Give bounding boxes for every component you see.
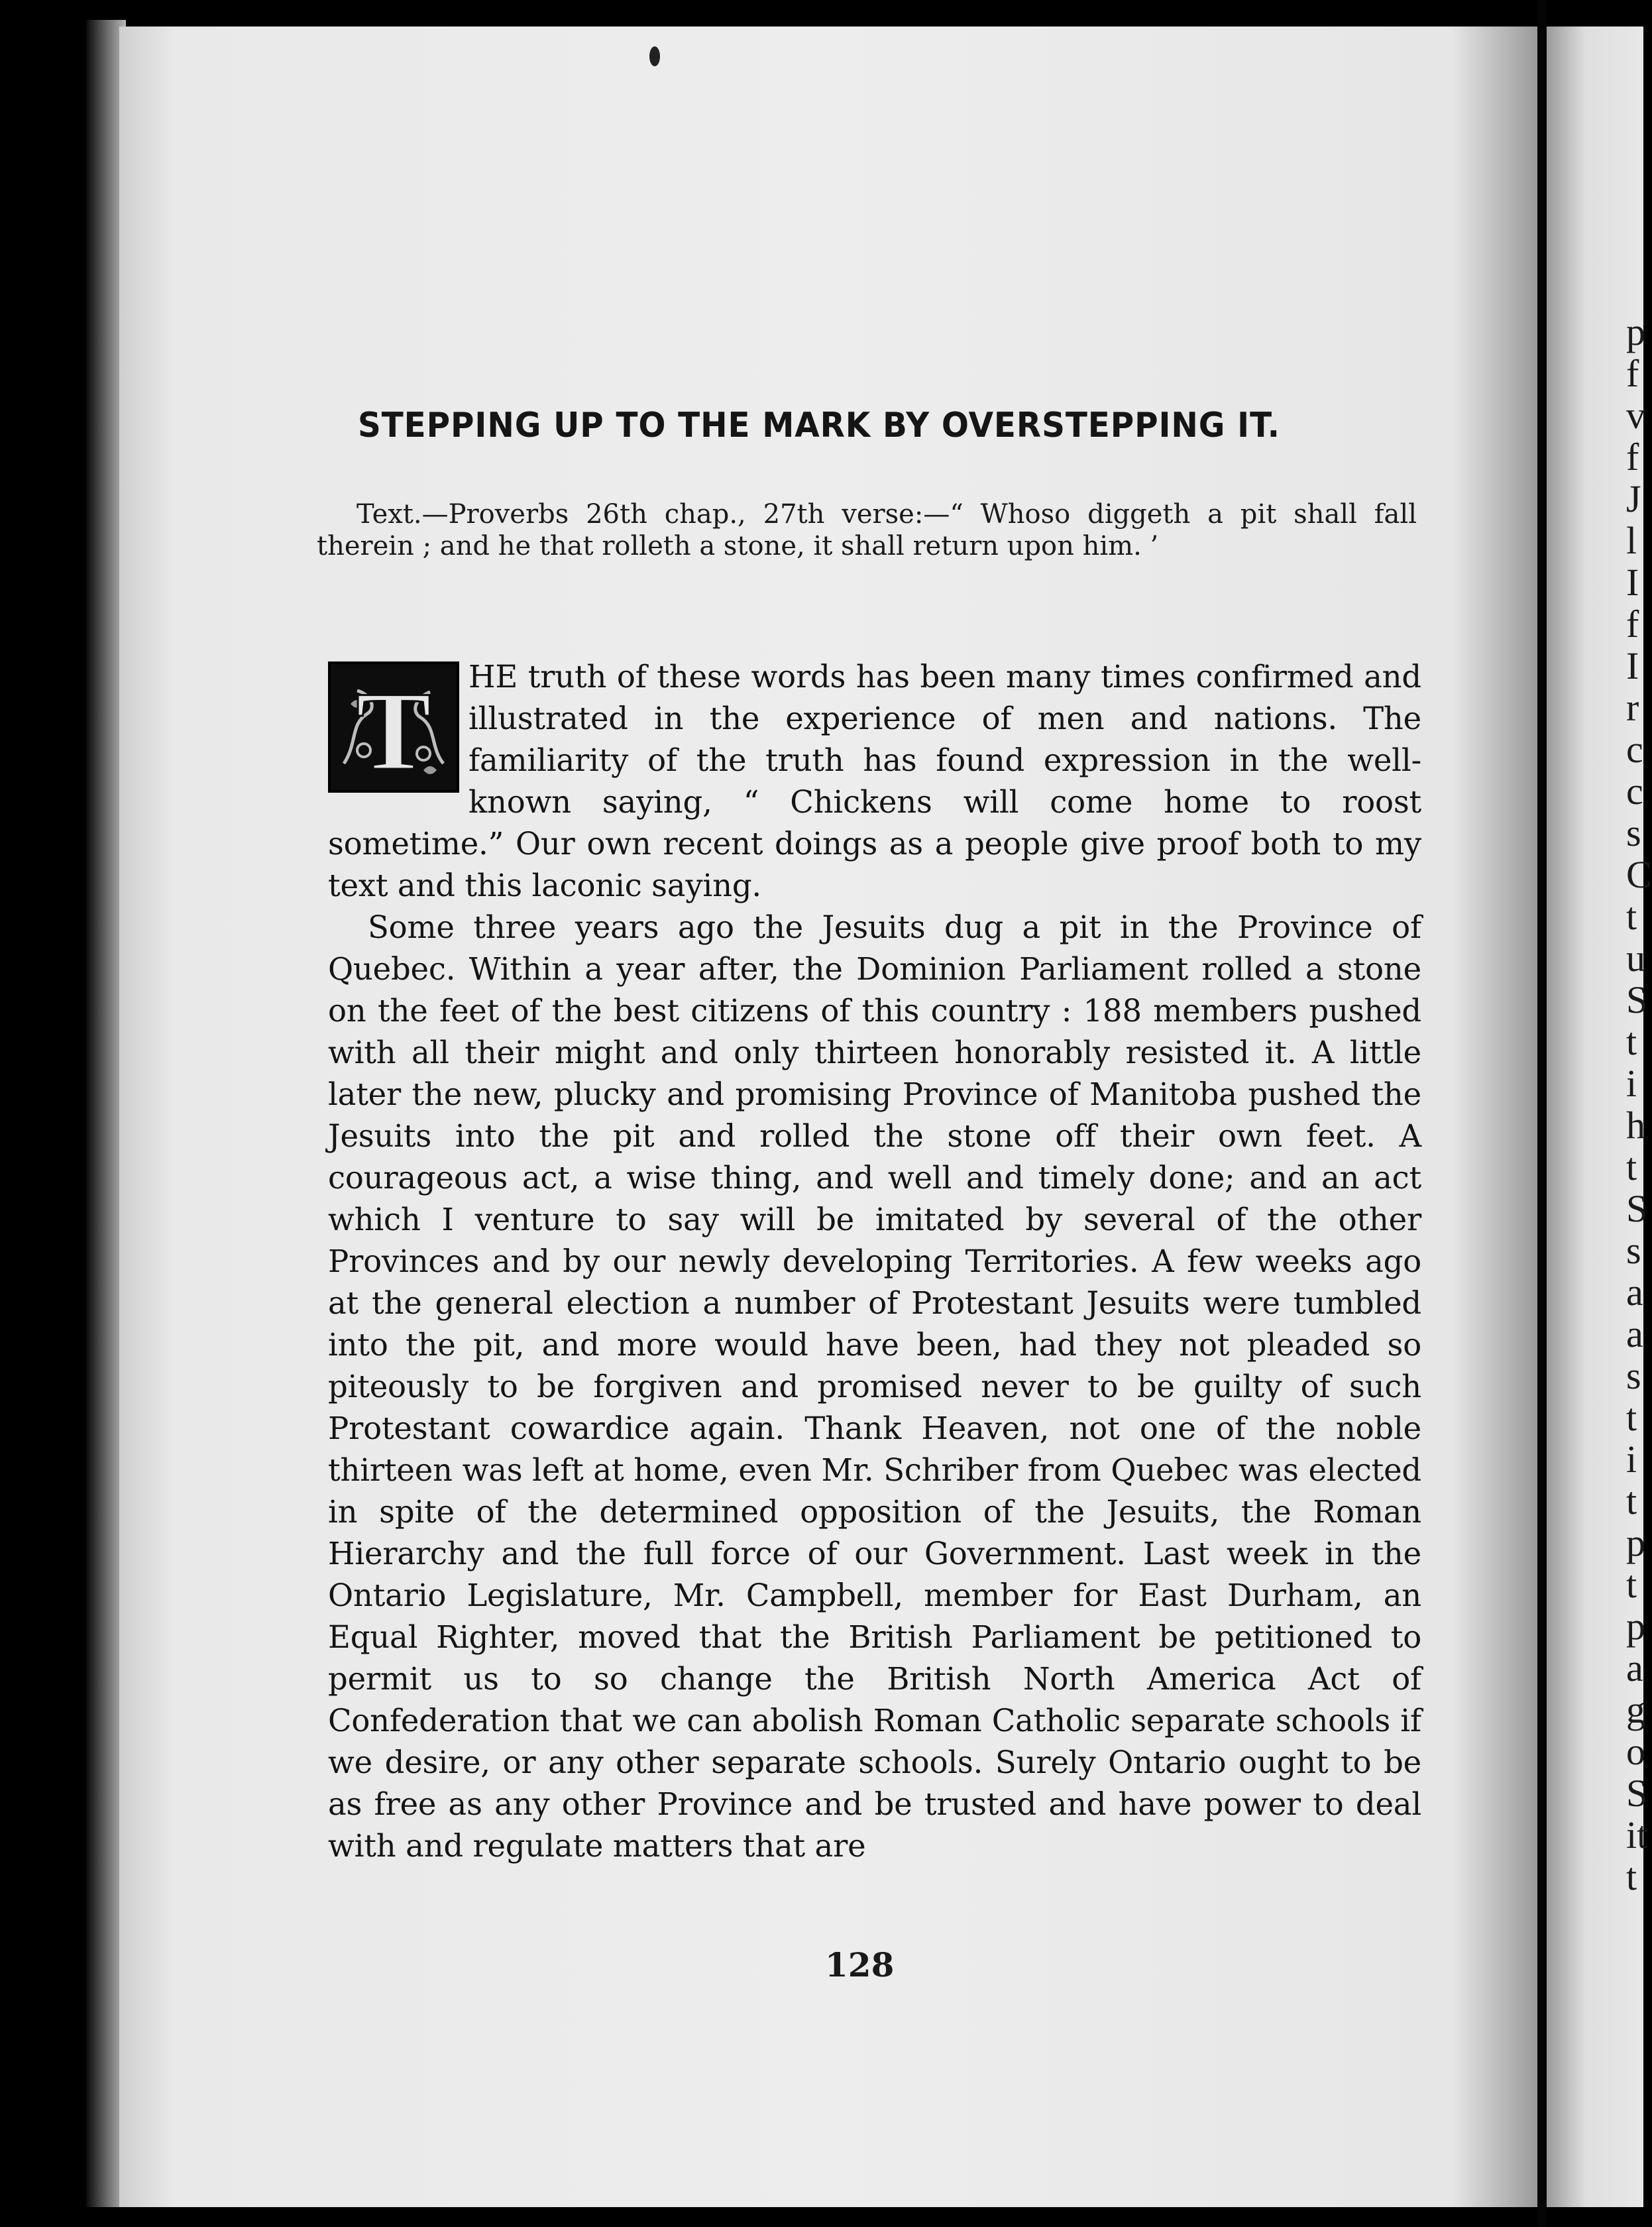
facing-page-line-fragment: l bbox=[1626, 519, 1637, 562]
facing-page-line-fragment: S bbox=[1626, 1187, 1648, 1230]
facing-page-line-fragment: s bbox=[1626, 1354, 1641, 1397]
facing-page-line-fragment: c bbox=[1626, 770, 1643, 813]
facing-page-line-fragment: C bbox=[1626, 853, 1652, 896]
decorated-initial bbox=[328, 661, 459, 793]
body-text bbox=[328, 656, 1421, 1867]
page-number: 128 bbox=[825, 1945, 895, 1984]
facing-page-line-fragment: c bbox=[1626, 728, 1643, 771]
facing-page-line-fragment: S bbox=[1626, 1772, 1648, 1815]
facing-page-line-fragment: t bbox=[1626, 1396, 1637, 1439]
chapter-title: STEPPING UP TO THE MARK BY OVERSTEPPING IT. bbox=[358, 406, 1280, 445]
facing-page-line-fragment: f bbox=[1626, 352, 1639, 395]
facing-page-line-fragment: J bbox=[1626, 477, 1641, 520]
facing-page-line-fragment: t bbox=[1626, 1479, 1637, 1522]
facing-page-line-fragment: t bbox=[1626, 1145, 1637, 1188]
ornament-icon bbox=[331, 664, 457, 793]
book-gutter bbox=[1537, 0, 1547, 2227]
paragraph-2: Some three years ago the Jesuits dug a pit in the Province of Quebec. Within a year after, the Dominion Parliament rolled a stone on the feet of the best citizens of this country : 188 members pushed with all their might and only thirteen honorably resisted it. A little later the new, plucky and promising Province of Manitoba pushed the Jesuits into the pit and rolled the stone off their own feet. A courageous act, a wise thing, and well and timely done; and an act which I venture to say will be imitated by several of the other Provinces and by our newly developing Territories. A few weeks ago at the general election a number of Protestant Jesuits were tumbled into the pit, and more would have been, had they not pleaded so piteously to be forgiven and promised never to be guilty of such Protestant cowardice again. Thank Heaven, not one of the noble thirteen was left at home, even Mr. Schriber from Quebec was elected in spite of the determined opposition of the Jesuits, the Roman Hierarchy and the full force of our Government. Last week in the Ontario Legislature, Mr. Campbell, member for East Durham, an Equal Righter, moved that the British Parliament be petitioned to permit us to so change the British North America Act of Confederation that we can abolish Roman Catholic separate schools if we desire, or any other separate schools. Surely Ontario ought to be as free as any other Province and be trusted and have power to deal with and regulate matters that are bbox=[328, 909, 1421, 1864]
facing-page-line-fragment: t bbox=[1626, 895, 1637, 938]
facing-page-line-fragment: t bbox=[1626, 1855, 1637, 1898]
facing-page-line-fragment: it bbox=[1626, 1813, 1648, 1856]
facing-page-line-fragment: r bbox=[1626, 686, 1639, 729]
paragraph-1 bbox=[328, 656, 1421, 907]
facing-page-line-fragment: h bbox=[1626, 1104, 1645, 1147]
facing-page-fragment bbox=[1547, 27, 1652, 2207]
facing-page-line-fragment: f bbox=[1626, 435, 1639, 479]
facing-page-line-fragment: s bbox=[1626, 1229, 1641, 1272]
facing-page-line-fragment: p bbox=[1626, 1521, 1645, 1564]
facing-page-line-fragment: v bbox=[1626, 394, 1645, 437]
facing-page-line-fragment: g bbox=[1626, 1688, 1645, 1731]
facing-page-line-fragment: s bbox=[1626, 811, 1641, 854]
facing-page-line-fragment: S bbox=[1626, 978, 1648, 1021]
facing-page-line-fragment: I bbox=[1626, 561, 1639, 604]
facing-page-line-fragment: o bbox=[1626, 1730, 1645, 1773]
facing-page-line-fragment: a bbox=[1626, 1271, 1643, 1314]
facing-page-line-fragment: t bbox=[1626, 1020, 1637, 1063]
facing-page-line-fragment: t bbox=[1626, 1563, 1637, 1606]
drop-cap-letter: T bbox=[356, 669, 431, 793]
ink-speck bbox=[649, 46, 660, 66]
facing-page-line-fragment: i bbox=[1626, 1438, 1637, 1481]
facing-page-line-fragment: I bbox=[1626, 644, 1639, 687]
facing-page-line-fragment: u bbox=[1626, 937, 1645, 980]
facing-page-line-fragment: i bbox=[1626, 1062, 1637, 1105]
facing-page-line-fragment: a bbox=[1626, 1646, 1643, 1689]
facing-page-line-fragment: p bbox=[1626, 1605, 1645, 1648]
paragraph-1-text: HE truth of these words has been many times confirmed and illustrated in the experience of men and nations. The familiarity of the truth has found expression in the well-known saying, “ Chickens will come home to roost sometime.” Our own recent doings as a people give proof both to my text and this laconic saying. bbox=[328, 659, 1421, 903]
facing-page-line-fragment: f bbox=[1626, 602, 1639, 646]
facing-page-line-fragment: p bbox=[1626, 310, 1645, 353]
epigraph-text: Text.—Proverbs 26th chap., 27th verse:—“ Whoso diggeth a pit shall fall therein ; and he that rolleth a stone, it shall return upon him. ’ bbox=[317, 499, 1417, 561]
facing-page-line-fragment: a bbox=[1626, 1312, 1643, 1355]
